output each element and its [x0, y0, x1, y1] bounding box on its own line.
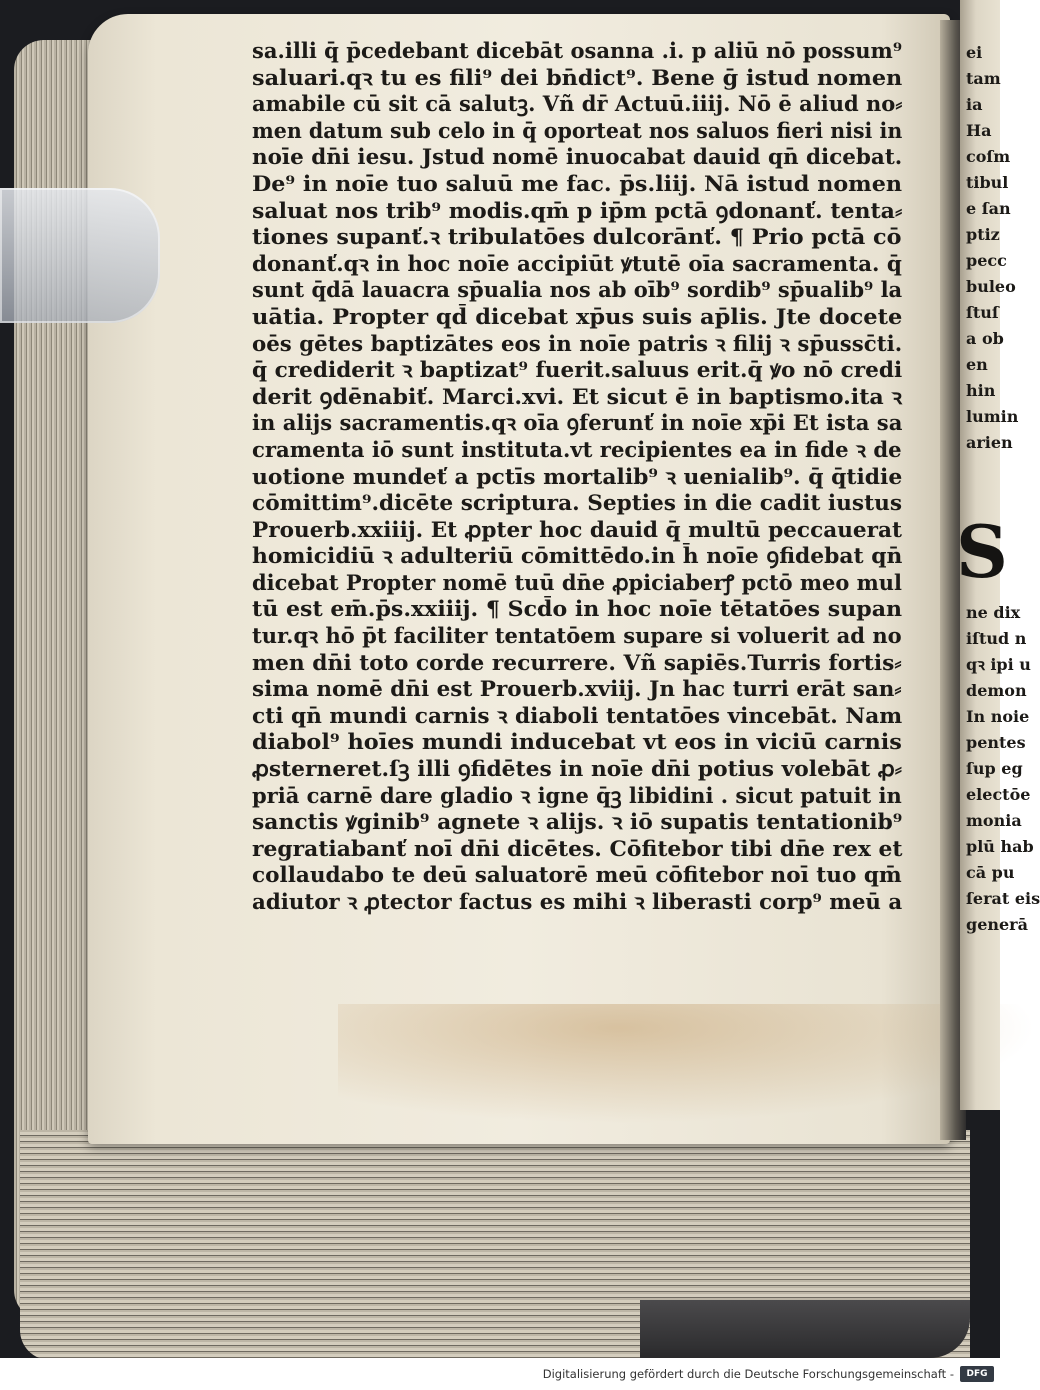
- text-line: a ob: [966, 329, 1004, 348]
- text-line: ne dix: [966, 603, 1021, 622]
- text-line: arien: [966, 433, 1013, 452]
- text-line: saluari.qꝛ tu es fili⁹ dei bn̄dict⁹. Bene ḡ istud nomen: [252, 64, 903, 90]
- text-line: ꝓsterneret.ſꝫ illi ꝯfidētes in noīe dn̄i potius volebāt ꝓ⸗: [252, 756, 903, 782]
- text-line: e ſan: [966, 199, 1011, 218]
- book-cover-edge: [640, 1300, 970, 1358]
- text-line: donanť.qꝛ in hoc noīe accipiūt ꝟtutē oīa sacramenta. q̄: [252, 250, 902, 276]
- text-line: saluat nos trib⁹ modis.qm̄ p ip̄m pctā ꝯdonanť. tenta⸗: [252, 197, 903, 223]
- text-line: Ha: [966, 121, 992, 140]
- text-line: priā carnē dare gladio ꝛ igne q̄ꝫ libidini . sicut patuit in: [252, 782, 902, 808]
- text-line: derit ꝯdēnabiť. Marci.xvi. Et sicut ē in baptismo.ita ꝛ: [252, 383, 902, 409]
- text-line: tur.qꝛ hō p̄t faciliter tentatōem supare si voluerit ad no: [252, 623, 902, 649]
- text-line: collaudabo te deū saluatorē meū cōfitebor noī tuo qm̄: [252, 862, 902, 888]
- text-line: cā pu: [966, 863, 1015, 882]
- text-line: qꝛ ipi u: [966, 655, 1031, 674]
- text-line: diabol⁹ hoīes mundi inducebat vt eos in viciū carnis: [252, 729, 902, 755]
- text-line: In noie: [966, 707, 1030, 726]
- text-line: De⁹ in noīe tuo saluū me fac. p̄s.liij. Nā istud nomen: [252, 170, 903, 196]
- text-line: ia: [966, 95, 983, 114]
- left-page-text: [252, 38, 912, 916]
- text-line: ſerat eis: [966, 889, 1040, 908]
- text-line: tam: [966, 69, 1001, 88]
- text-line: men dn̄i toto corde recurrere. Vñ sapiēs.Turris fortis⸗: [252, 649, 902, 675]
- text-line: ſup eg: [966, 759, 1023, 778]
- text-line: sa.illi q̄ p̄cedebant dicebāt osanna .i. p aliū nō possum⁹: [252, 38, 903, 63]
- text-line: regratiabanť noī dn̄i dicētes. Cōfitebor tibi dn̄e rex et: [252, 835, 903, 861]
- text-line: ei: [966, 43, 983, 62]
- book-clamp: [0, 188, 160, 323]
- right-page-text-top: [966, 40, 1019, 456]
- right-page-text-bottom: [966, 600, 1040, 938]
- text-line: generā: [966, 915, 1028, 934]
- text-line: ſtuſ: [966, 303, 999, 322]
- text-line: buleo: [966, 277, 1016, 296]
- text-line: in alijs sacramentis.qꝛ oīa ꝯferunť in noīe xp̄i Et ista sa: [252, 410, 903, 436]
- text-line: coſm: [966, 147, 1011, 166]
- text-line: uātia. Propter qd̄ dicebat xp̄us suis ap̄lis. Jte docete: [252, 303, 903, 329]
- text-line: plū hab: [966, 837, 1034, 856]
- text-line: tibul: [966, 173, 1009, 192]
- text-line: oēs gētes baptizātes eos in noīe patris ꝛ filij ꝛ sp̄ussc̄ti.: [252, 330, 903, 356]
- water-stain: [338, 1004, 1038, 1124]
- text-line: en: [966, 355, 988, 374]
- text-line: amabile cū sit cā salutꝫ. Vñ dr̄ Actuū.iiij. Nō ē aliud no⸗: [252, 91, 903, 117]
- text-line: iſtud n: [966, 629, 1027, 648]
- text-line: q̄ crediderit ꝛ baptizat⁹ fuerit.saluus erit.q̄ ꝟo nō credi: [252, 357, 903, 383]
- text-line: cōmittim⁹.dicēte scriptura. Septies in die cadit iustus: [252, 490, 903, 516]
- text-line: cramenta iō sunt instituta.vt recipientes ea in fide ꝛ de: [252, 436, 902, 462]
- text-line: homicidiū ꝛ adulteriū cōmittēdo.in h̄ noīe ꝯfidebat qn̄: [252, 543, 903, 569]
- text-line: tū est em̄.p̄s.xxiiij. ¶ Scd̄o in hoc noīe tētatōes supan: [252, 596, 903, 622]
- footer-bar: [0, 1358, 1000, 1390]
- text-line: sima nomē dn̄i est Prouerb.xviij. Jn hac turri erāt san⸗: [252, 676, 902, 702]
- text-line: adiutor ꝛ ꝓtector factus es mihi ꝛ liberasti corp⁹ meū a: [252, 889, 903, 914]
- text-line: hin: [966, 381, 996, 400]
- text-line: pentes: [966, 733, 1026, 752]
- text-line: lumin: [966, 407, 1019, 426]
- drop-cap-initial: S: [956, 509, 1008, 594]
- text-line: electōe: [966, 785, 1031, 804]
- text-line: sanctis ꝟginib⁹ agnete ꝛ alijs. ꝛ iō supatis tentationib⁹: [252, 809, 903, 835]
- text-line: noīe dn̄i iesu. Jstud nomē inuocabat dauid qn̄ dicebat.: [252, 144, 903, 170]
- text-line: ptiz: [966, 225, 1000, 244]
- text-line: demon: [966, 681, 1027, 700]
- text-line: cti qn̄ mundi carnis ꝛ diaboli tentatōes vincebāt. Nam: [252, 702, 903, 728]
- funding-credit: Digitalisierung gefördert durch die Deutsche Forschungsgemeinschaft -: [542, 1367, 954, 1381]
- dfg-logo: DFG: [960, 1366, 994, 1382]
- text-line: uotione mundeť a pctīs mortalib⁹ ꝛ uenialib⁹. q̄ q̄tidie: [252, 463, 903, 489]
- text-line: tiones supanť.ꝛ tribulatōes dulcorānť. ¶ Prio pctā cō: [252, 224, 902, 250]
- text-line: Prouerb.xxiiij. Et ꝓpter hoc dauid q̄ multū peccauerat: [252, 516, 903, 542]
- text-line: pecc: [966, 251, 1007, 270]
- text-line: sunt q̄dā lauacra sp̄ualia nos ab oīb⁹ sordib⁹ sp̄ualib⁹ la: [252, 277, 903, 303]
- text-line: men datum sub celo in q̄ oporteat nos saluos fieri nisi in: [252, 117, 903, 143]
- text-line: monia: [966, 811, 1022, 830]
- text-line: dicebat Propter nomē tuū dn̄e ꝓpiciaberꝭ pctō meo mul: [252, 569, 902, 595]
